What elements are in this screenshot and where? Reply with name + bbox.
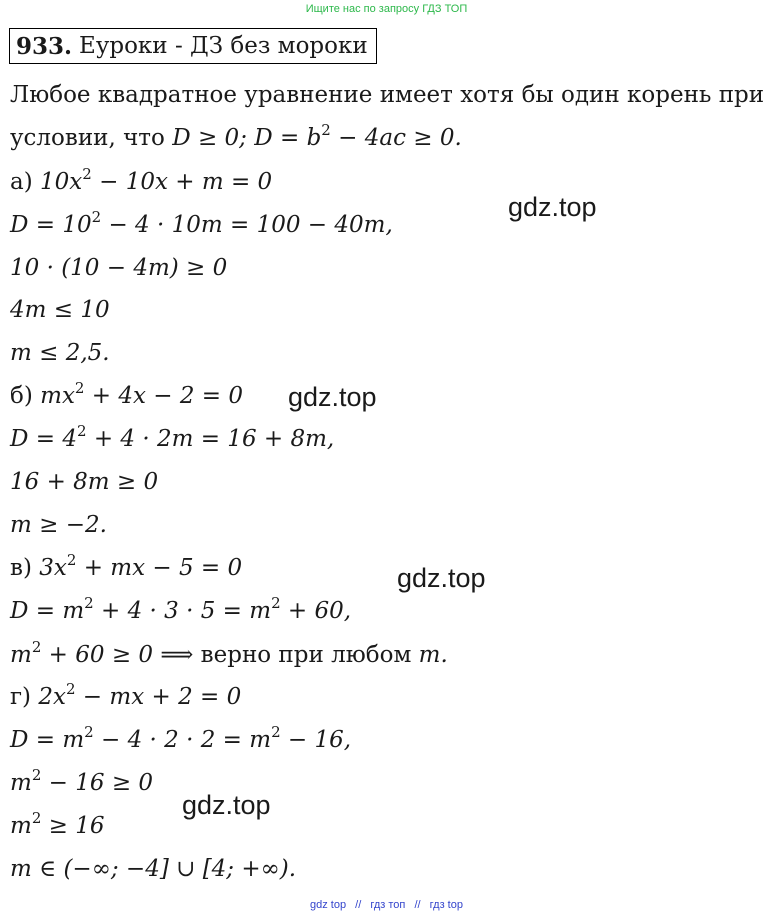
part-a-label: а) bbox=[10, 169, 40, 195]
watermark-4: gdz.top bbox=[182, 790, 271, 820]
part-g-step-3: $m^2 \ge 16$ bbox=[10, 809, 105, 839]
part-v-conclusion bbox=[10, 638, 448, 668]
part-v-label: в) bbox=[10, 555, 40, 581]
part-a-step-2: 10 · (10 − 4m) ≥ 0 bbox=[10, 255, 228, 281]
part-g-equation-line bbox=[10, 680, 242, 710]
part-v-equation-line bbox=[10, 551, 243, 581]
problem-number: 933. bbox=[16, 32, 73, 60]
part-b-step-2: 16 + 8m ≥ 0 bbox=[10, 469, 159, 495]
part-a-step-4: m ≤ 2,5. bbox=[10, 340, 110, 366]
part-a-step-3: 4m ≤ 10 bbox=[10, 297, 110, 323]
footer-link-1[interactable]: gdz top bbox=[310, 899, 347, 911]
part-a-step-1: $D = 10^2 - 4 \cdot 10m = 100 - 40m$, bbox=[10, 208, 393, 238]
part-g-step-4: m ∈ (−∞; −4] ∪ [4; +∞). bbox=[10, 856, 297, 882]
part-b-equation-line bbox=[10, 379, 244, 409]
intro-condition-math: D ≥ 0; $D = b^2 - 4ac \ge 0$. bbox=[172, 121, 462, 151]
part-b-step-1: $D = 4^2 + 4 \cdot 2m = 16 + 8m$, bbox=[10, 422, 335, 452]
intro-line-1: Любое квадратное уравнение имеет хотя бы один корень при bbox=[10, 82, 765, 108]
part-v-conclusion-math: $m^2 + 60 \ge 0$ ⟹ bbox=[10, 638, 201, 668]
part-g-step-1: $D = m^2 - 4 \cdot 2 \cdot 2 = m^2 - 16$, bbox=[10, 723, 352, 753]
part-v-conclusion-text: верно при любом bbox=[200, 642, 419, 668]
intro-line-2 bbox=[10, 121, 462, 151]
part-g-label: г) bbox=[10, 684, 39, 710]
watermark-2: gdz.top bbox=[288, 382, 377, 412]
problem-title bbox=[9, 28, 377, 64]
footer-link-3[interactable]: гдз top bbox=[429, 899, 463, 911]
footer-links bbox=[0, 899, 773, 911]
intro-condition-text: условии, что bbox=[10, 125, 173, 151]
part-g-step-2: $m^2 - 16 \ge 0$ bbox=[10, 766, 154, 796]
part-b-equation: $mx^2 + 4x - 2 = 0$ bbox=[40, 379, 244, 409]
part-v-conclusion-var: m. bbox=[418, 642, 448, 668]
watermark-3: gdz.top bbox=[397, 563, 486, 593]
footer-separator-1: // bbox=[355, 899, 362, 911]
top-banner-link[interactable]: Ищите нас по запросу ГДЗ ТОП bbox=[305, 3, 468, 15]
part-b-label: б) bbox=[10, 383, 41, 409]
part-b-step-3: m ≥ −2. bbox=[10, 512, 107, 538]
part-a-equation: $10x^2 - 10x + m = 0$ bbox=[40, 165, 273, 195]
footer-separator-2: // bbox=[414, 899, 421, 911]
part-v-step-1: $D = m^2 + 4 \cdot 3 \cdot 5 = m^2 + 60$, bbox=[10, 594, 352, 624]
part-g-equation: $2x^2$ − mx + 2 = 0 bbox=[38, 680, 242, 710]
footer-link-2[interactable]: гдз топ bbox=[370, 899, 406, 911]
part-a-equation-line bbox=[10, 165, 273, 195]
part-v-equation: $3x^2$ + mx − 5 = 0 bbox=[39, 551, 243, 581]
watermark-1: gdz.top bbox=[508, 192, 597, 222]
problem-source: Еуроки - ДЗ без мороки bbox=[79, 33, 368, 59]
